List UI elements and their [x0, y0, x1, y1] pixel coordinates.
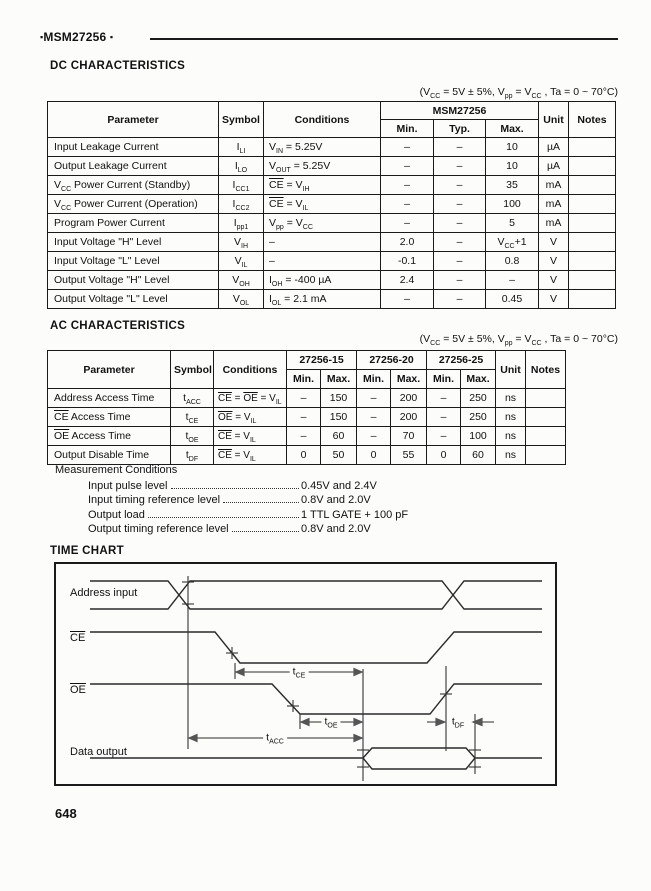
ac-col-min-20: Min. [357, 370, 391, 389]
dot-leader [171, 480, 300, 489]
dc-cell-conditions: $\overline{CE} = V_{IL}$ [264, 195, 381, 214]
ac-col-max-20: Max. [391, 370, 427, 389]
square-bullet-icon: ▪ [109, 32, 114, 42]
dc-cell-typ: – [434, 157, 486, 176]
ac-col-symbol: Symbol [171, 351, 214, 389]
ac-characteristics-table [47, 350, 566, 465]
address-waveform [90, 581, 542, 609]
dc-col-min: Min. [381, 120, 434, 138]
ac-cell-value-5: 100 [461, 427, 496, 446]
dc-cell-symbol: $I_{LI}$ [219, 138, 264, 157]
dc-col-conditions: Conditions [264, 102, 381, 138]
ac-col-notes: Notes [526, 351, 566, 389]
dc-cell-max: 0.8 [486, 252, 539, 271]
ac-cell-value-2: – [357, 389, 391, 408]
ac-cell-notes [526, 389, 566, 408]
dc-cell-conditions: $I_{OL} = 2.1$ mA [264, 290, 381, 309]
measurement-item-value: 0.8V and 2.0V [301, 494, 371, 506]
dc-table-row [48, 214, 616, 233]
ac-cell-value-4: 0 [427, 446, 461, 465]
ac-table-row [48, 427, 566, 446]
dc-table-row [48, 176, 616, 195]
ac-col-group-25: 27256-25 [427, 351, 496, 370]
dc-cell-unit: µA [539, 138, 569, 157]
dc-condition-note: ($V_{CC} = 5V \pm 5\%$, $V_{pp} = V_{CC}$ , Ta = 0 ~ 70°C) [419, 86, 618, 101]
ac-cell-value-2: 0 [357, 446, 391, 465]
dc-cell-symbol: $V_{OH}$ [219, 271, 264, 290]
dc-cell-min: – [381, 176, 434, 195]
ac-cell-unit: ns [496, 389, 526, 408]
dc-cell-symbol: $V_{IL}$ [219, 252, 264, 271]
dc-col-parameter: Parameter [48, 102, 219, 138]
ac-cell-value-5: 250 [461, 408, 496, 427]
dc-table-row [48, 157, 616, 176]
ac-col-group-15: 27256-15 [287, 351, 357, 370]
ac-col-min-25: Min. [427, 370, 461, 389]
ac-cell-value-3: 200 [391, 408, 427, 427]
ac-cell-parameter: Address Access Time [48, 389, 171, 408]
ac-cell-notes [526, 446, 566, 465]
ac-condition-note: ($V_{CC} = 5V \pm 5\%$, $V_{pp} = V_{CC}$ , Ta = 0 ~ 70°C) [419, 333, 618, 348]
address-input-label: Address input [70, 587, 138, 599]
ac-cell-conditions: $\overline{CE} = \overline{OE} = V_{IL}$ [214, 389, 287, 408]
ac-col-max-15: Max. [321, 370, 357, 389]
dc-cell-unit: V [539, 290, 569, 309]
dc-cell-notes [569, 214, 616, 233]
dc-cell-min: 2.4 [381, 271, 434, 290]
dc-section-title: DC CHARACTERISTICS [50, 60, 186, 72]
ac-cell-value-4: – [427, 408, 461, 427]
ac-cell-value-5: 250 [461, 389, 496, 408]
ac-col-conditions: Conditions [214, 351, 287, 389]
dc-cell-symbol: $I_{CC2}$ [219, 195, 264, 214]
dc-cell-typ: – [434, 252, 486, 271]
dot-leader [232, 523, 299, 532]
ac-cell-notes [526, 408, 566, 427]
ac-cell-unit: ns [496, 408, 526, 427]
dc-cell-conditions: – [264, 252, 381, 271]
ac-cell-parameter: $\overline{OE}$ Access Time [48, 427, 171, 446]
measurement-conditions [55, 464, 508, 535]
dc-cell-typ: – [434, 214, 486, 233]
dc-cell-conditions: $V_{pp} = V_{CC}$ [264, 214, 381, 233]
dc-cell-conditions: – [264, 233, 381, 252]
header-rule [150, 38, 618, 40]
page-number: 648 [55, 806, 77, 821]
dc-cell-conditions: $V_{OUT} = 5.25V$ [264, 157, 381, 176]
dc-cell-parameter: Program Power Current [48, 214, 219, 233]
ac-cell-value-2: – [357, 427, 391, 446]
ac-cell-unit: ns [496, 427, 526, 446]
dot-leader [223, 494, 299, 503]
dc-cell-max: 5 [486, 214, 539, 233]
dc-cell-min: – [381, 290, 434, 309]
ac-table-row [48, 408, 566, 427]
dc-cell-typ: – [434, 271, 486, 290]
dc-cell-symbol: $I_{LO}$ [219, 157, 264, 176]
dc-cell-unit: mA [539, 195, 569, 214]
ac-cell-value-3: 200 [391, 389, 427, 408]
toe-label: $t_{OE}$ [321, 715, 340, 727]
dc-cell-min: – [381, 214, 434, 233]
ac-cell-unit: ns [496, 446, 526, 465]
dc-cell-parameter: $V_{CC}$ Power Current (Standby) [48, 176, 219, 195]
ac-cell-parameter: $\overline{CE}$ Access Time [48, 408, 171, 427]
dc-cell-parameter: Output Voltage "L" Level [48, 290, 219, 309]
dc-cell-typ: – [434, 176, 486, 195]
measurement-item-value: 0.8V and 2.0V [301, 523, 371, 535]
dc-col-notes: Notes [569, 102, 616, 138]
ac-cell-value-5: 60 [461, 446, 496, 465]
dc-cell-typ: – [434, 233, 486, 252]
dc-col-unit: Unit [539, 102, 569, 138]
dc-col-symbol: Symbol [219, 102, 264, 138]
dc-cell-typ: – [434, 195, 486, 214]
ac-cell-value-0: – [287, 389, 321, 408]
dc-cell-notes [569, 271, 616, 290]
ac-cell-value-3: 70 [391, 427, 427, 446]
ac-cell-value-1: 150 [321, 389, 357, 408]
ac-cell-value-3: 55 [391, 446, 427, 465]
ac-cell-value-0: – [287, 427, 321, 446]
dc-cell-parameter: Input Voltage "H" Level [48, 233, 219, 252]
oe-signal-label: $\overline{OE}$ [70, 684, 86, 696]
measurement-item [88, 521, 508, 536]
dc-cell-symbol: $I_{CC1}$ [219, 176, 264, 195]
dc-table-row [48, 138, 616, 157]
dc-cell-max: $V_{CC}+1$ [486, 233, 539, 252]
dc-cell-notes [569, 138, 616, 157]
dc-cell-notes [569, 176, 616, 195]
ac-cell-symbol: $t_{ACC}$ [171, 389, 214, 408]
dc-characteristics-table [47, 101, 616, 309]
dc-col-max: Max. [486, 120, 539, 138]
dc-table-row [48, 195, 616, 214]
dc-cell-parameter: Input Leakage Current [48, 138, 219, 157]
ac-cell-conditions: $\overline{CE} = V_{IL}$ [214, 446, 287, 465]
ac-table-row [48, 389, 566, 408]
dc-cell-parameter: $V_{CC}$ Power Current (Operation) [48, 195, 219, 214]
dc-cell-conditions: $\overline{CE} = V_{IH}$ [264, 176, 381, 195]
dc-table-row [48, 271, 616, 290]
dc-cell-symbol: $V_{IH}$ [219, 233, 264, 252]
dc-cell-min: – [381, 195, 434, 214]
ac-cell-notes [526, 427, 566, 446]
dc-cell-notes [569, 157, 616, 176]
dc-table-row [48, 252, 616, 271]
dc-cell-max: 35 [486, 176, 539, 195]
ac-cell-value-1: 150 [321, 408, 357, 427]
time-chart-title: TIME CHART [50, 545, 124, 557]
dc-cell-notes [569, 252, 616, 271]
dc-cell-max: 10 [486, 157, 539, 176]
dot-leader [148, 509, 299, 518]
ac-cell-parameter: Output Disable Time [48, 446, 171, 465]
doc-header [40, 30, 113, 44]
ac-section-title: AC CHARACTERISTICS [50, 320, 186, 332]
measurement-title: Measurement Conditions [55, 464, 178, 476]
ac-cell-value-4: – [427, 427, 461, 446]
ac-col-min-15: Min. [287, 370, 321, 389]
dc-cell-symbol: $I_{pp1}$ [219, 214, 264, 233]
ac-cell-value-4: – [427, 389, 461, 408]
data-output-label: Data output [70, 746, 127, 758]
dc-cell-max: 10 [486, 138, 539, 157]
measurement-item-name: Input timing reference level [88, 494, 221, 506]
dc-cell-min: – [381, 157, 434, 176]
measurement-item [88, 492, 508, 507]
dc-table-row [48, 290, 616, 309]
ac-cell-value-2: – [357, 408, 391, 427]
dc-cell-conditions: $I_{OH} = -400$ µA [264, 271, 381, 290]
dc-cell-notes [569, 195, 616, 214]
data-valid-bus [363, 748, 475, 769]
measurement-item [88, 506, 508, 521]
dc-cell-min: 2.0 [381, 233, 434, 252]
ac-cell-symbol: $t_{OE}$ [171, 427, 214, 446]
time-chart [54, 562, 557, 786]
measurement-item-name: Output load [88, 508, 145, 521]
dc-cell-typ: – [434, 138, 486, 157]
measurement-item [88, 477, 508, 492]
ac-col-unit: Unit [496, 351, 526, 389]
dc-col-typ: Typ. [434, 120, 486, 138]
measurement-item-value: 0.45V and 2.4V [301, 479, 377, 492]
dc-cell-max: 100 [486, 195, 539, 214]
dc-cell-typ: – [434, 290, 486, 309]
dc-cell-parameter: Output Leakage Current [48, 157, 219, 176]
dc-cell-unit: µA [539, 157, 569, 176]
dc-cell-parameter: Output Voltage "H" Level [48, 271, 219, 290]
ac-cell-value-0: 0 [287, 446, 321, 465]
ac-col-group-20: 27256-20 [357, 351, 427, 370]
dc-cell-notes [569, 233, 616, 252]
square-bullet-icon: ▪ [40, 32, 44, 42]
dc-cell-max: – [486, 271, 539, 290]
dc-cell-unit: mA [539, 176, 569, 195]
ac-table-row [48, 446, 566, 465]
tce-label: $t_{CE}$ [290, 665, 309, 677]
dc-table-row [48, 233, 616, 252]
measurement-item-name: Output timing reference level [88, 523, 229, 535]
ac-cell-symbol: $t_{CE}$ [171, 408, 214, 427]
ac-cell-conditions: $\overline{OE} = V_{IL}$ [214, 408, 287, 427]
measurement-item-name: Input pulse level [88, 479, 168, 492]
dc-cell-min: -0.1 [381, 252, 434, 271]
ac-cell-conditions: $\overline{CE} = V_{IL}$ [214, 427, 287, 446]
measurement-item-value: 1 TTL GATE + 100 pF [301, 508, 409, 521]
ac-cell-value-0: – [287, 408, 321, 427]
ac-cell-value-1: 60 [321, 427, 357, 446]
dc-cell-min: – [381, 138, 434, 157]
ac-col-max-25: Max. [461, 370, 496, 389]
dc-cell-parameter: Input Voltage "L" Level [48, 252, 219, 271]
dc-cell-unit: mA [539, 214, 569, 233]
dc-col-group: MSM27256 [381, 102, 539, 120]
doc-title: MSM27256 [43, 30, 107, 44]
tdf-label: $t_{DF}$ [449, 715, 467, 727]
ce-signal-label: $\overline{CE}$ [70, 632, 86, 644]
dc-cell-notes [569, 290, 616, 309]
dc-cell-unit: V [539, 233, 569, 252]
address-waveform [90, 581, 542, 609]
dc-cell-max: 0.45 [486, 290, 539, 309]
ce-waveform [90, 632, 542, 663]
ac-col-parameter: Parameter [48, 351, 171, 389]
dc-cell-unit: V [539, 271, 569, 290]
tacc-label: $t_{ACC}$ [263, 731, 287, 743]
ac-cell-value-1: 50 [321, 446, 357, 465]
dc-cell-conditions: $V_{IN} = 5.25V$ [264, 138, 381, 157]
dc-cell-unit: V [539, 252, 569, 271]
ac-cell-symbol: $t_{DF}$ [171, 446, 214, 465]
oe-waveform [90, 684, 542, 714]
dc-cell-symbol: $V_{OL}$ [219, 290, 264, 309]
